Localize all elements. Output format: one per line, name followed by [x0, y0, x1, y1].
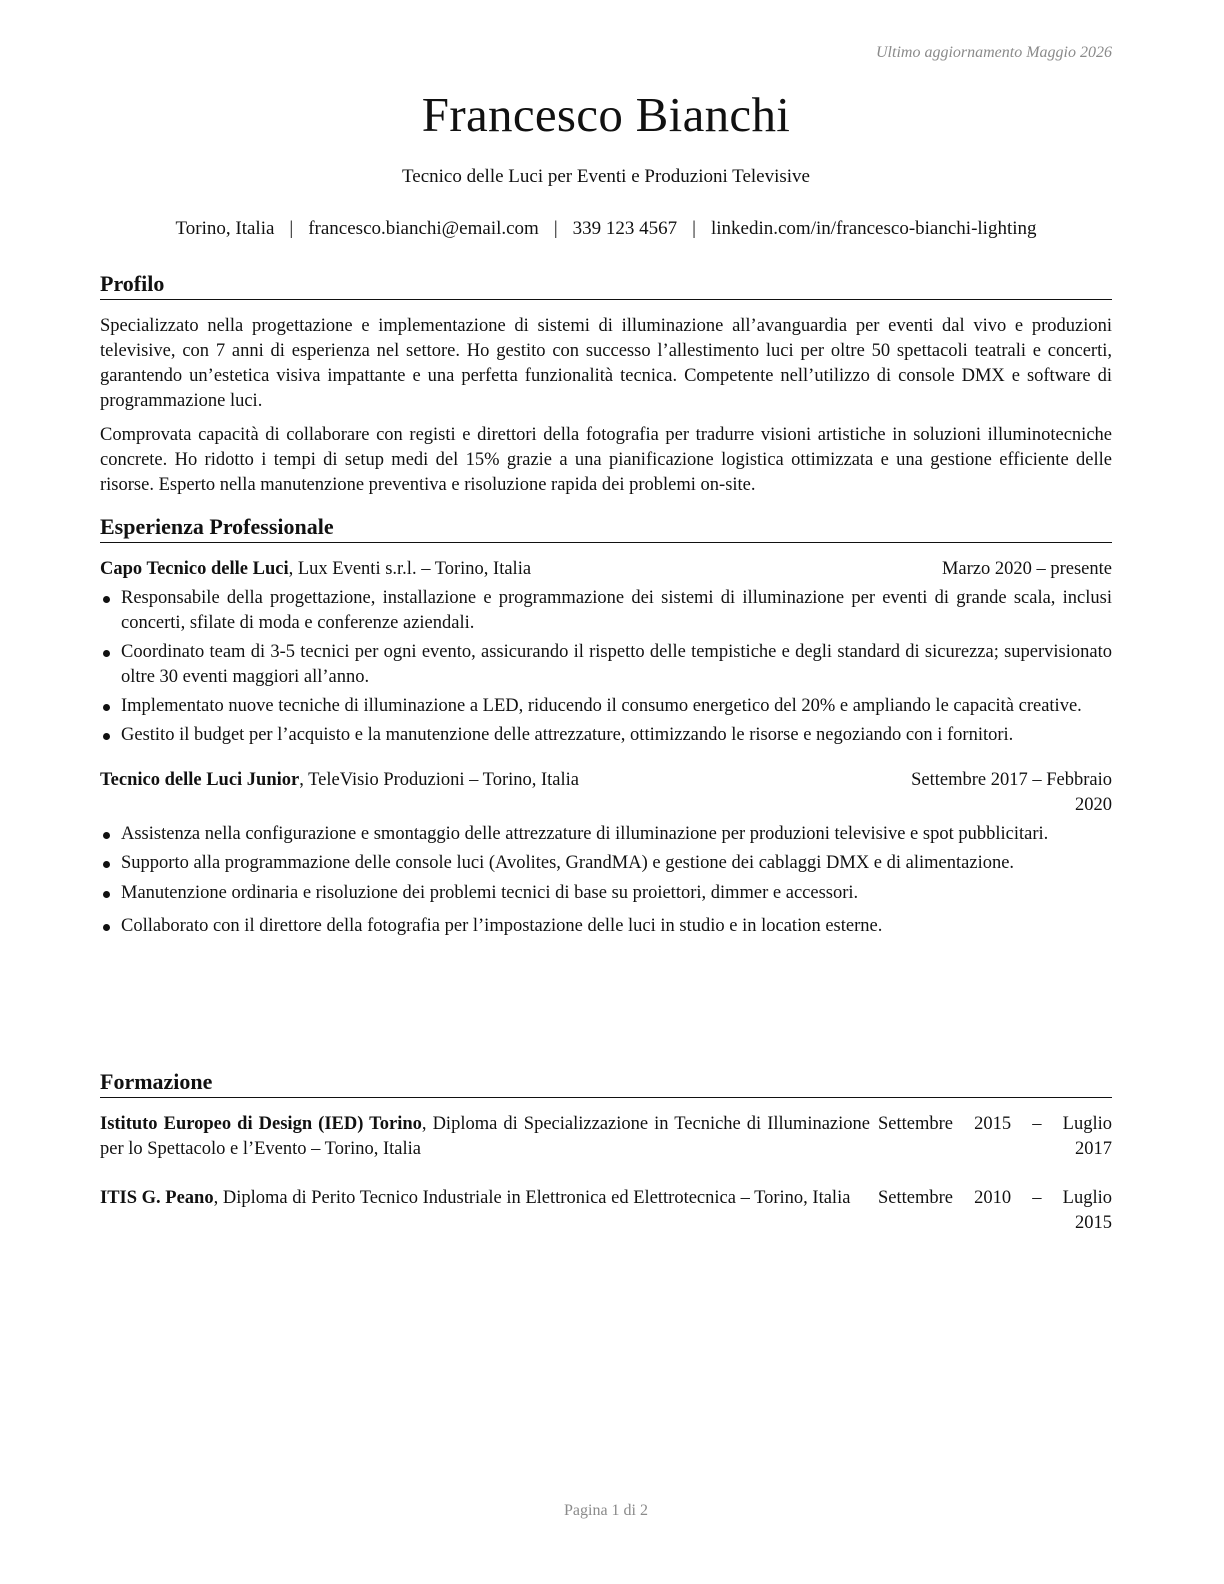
contact-phone: 339 123 4567 [572, 218, 678, 239]
list-item [100, 694, 1112, 719]
bullet-icon [103, 733, 110, 740]
candidate-name: Francesco Bianchi [421, 87, 791, 142]
bullet-icon [103, 861, 110, 868]
job-dates: Marzo 2020 – presente [941, 559, 1112, 579]
list-item [100, 914, 1112, 939]
job-dates: Settembre 2017 – Febbraio 2020 [911, 770, 1112, 815]
list-item [100, 723, 1112, 748]
education-dates-start: Settembre 2010 – Luglio [878, 1188, 1112, 1208]
bullet-text: Collaborato con il direttore della fotografia per l’impostazione delle luci in studio e in location esterne. [121, 916, 883, 936]
job-title: Tecnico delle Luci Junior [100, 770, 300, 790]
education-dates-end: 2017 [1075, 1139, 1112, 1159]
education-dates-start: Settembre 2015 – Luglio [878, 1114, 1112, 1134]
job-bullets [100, 586, 1112, 748]
contact-line [100, 218, 1112, 240]
job-header [100, 768, 1112, 818]
contact-location: Torino, Italia [175, 218, 275, 239]
job-company: , TeleVisio Produzioni – Torino, Italia [299, 770, 579, 790]
profile-section [100, 270, 1112, 498]
job-company: , Lux Eventi s.r.l. – Torino, Italia [288, 559, 532, 579]
education-dates [878, 1186, 1112, 1236]
contact-separator: | [692, 218, 696, 239]
bullet-icon [103, 650, 110, 657]
education-dates [878, 1112, 1112, 1162]
bullet-icon [103, 924, 110, 931]
education-detail: , Diploma di Specializzazione in Tecniche di Illuminazione per lo Spettacolo e l’Evento – Torino, Italia [100, 1114, 870, 1159]
bullet-text: Coordinato team di 3-5 tecnici per ogni evento, assicurando il rispetto delle tempistiche e degli standard di sicurezza; supervisionato oltre 30 eventi maggiori all’anno. [121, 642, 1112, 687]
education-entry [100, 1112, 1112, 1162]
bullet-text: Implementato nuove tecniche di illuminazione a LED, riducendo il consumo energetico del 20% e ampliando le capacità creative. [121, 696, 1082, 716]
experience-section [100, 513, 1112, 943]
last-updated: Ultimo aggiornamento Maggio 2026 [876, 44, 1112, 61]
bullet-icon [103, 832, 110, 839]
bullet-icon [103, 704, 110, 711]
job-bullets [100, 822, 1112, 939]
education-school: Istituto Europeo di Design (IED) Torino [100, 1114, 422, 1134]
education-entry [100, 1186, 1112, 1236]
education-section [100, 1068, 1112, 1236]
job-entry [100, 768, 1112, 939]
bullet-icon [103, 891, 110, 898]
bullet-text: Manutenzione ordinaria e risoluzione dei problemi tecnici di base su proiettori, dimmer e accessori. [121, 883, 859, 903]
list-item [100, 822, 1112, 847]
list-item [100, 640, 1112, 690]
bullet-text: Gestito il budget per l’acquisto e la manutenzione delle attrezzature, ottimizzando le risorse e negoziando con i fornitori. [121, 725, 1014, 745]
education-heading: Formazione [100, 1068, 1112, 1098]
bullet-text: Responsabile della progettazione, installazione e programmazione dei sistemi di illuminazione per eventi di grande scala, inclusi concerti, sfilate di moda e conferenze aziendali. [121, 588, 1112, 633]
contact-separator: | [553, 218, 558, 239]
contact-linkedin[interactable]: linkedin.com/in/francesco-bianchi-lighting [710, 218, 1037, 239]
bullet-text: Assistenza nella configurazione e smontaggio delle attrezzature di illuminazione per produzioni televisive e spot pubblicitari. [121, 824, 1049, 844]
experience-heading: Esperienza Professionale [100, 513, 1112, 543]
bullet-icon [103, 596, 110, 603]
list-item [100, 881, 1112, 906]
page-number: Pagina 1 di 2 [564, 1502, 648, 1519]
contact-separator: | [289, 218, 294, 239]
education-detail: , Diploma di Perito Tecnico Industriale in Elettronica ed Elettrotecnica – Torino, Italia [213, 1188, 851, 1208]
education-dates-end: 2015 [1075, 1213, 1112, 1233]
profile-paragraph: Comprovata capacità di collaborare con registi e direttori della fotografia per tradurre visioni artistiche in soluzioni illuminotecniche concrete. Ho ridotto i tempi di setup medi del 15% grazie a una pianificazione logistica ottimizzata e una gestione efficiente delle risorse. Esperto nella manutenzione preventiva e risoluzione rapida dei problemi on-site. [100, 425, 1112, 495]
bullet-text: Supporto alla programmazione delle console luci (Avolites, GrandMA) e gestione dei cablaggi DMX e di alimentazione. [121, 853, 1015, 873]
list-item [100, 586, 1112, 636]
job-title: Tecnico delle Luci per Eventi e Produzioni Televisive [402, 166, 810, 187]
profile-heading: Profilo [100, 270, 1112, 300]
job-title: Capo Tecnico delle Luci [100, 559, 289, 579]
list-item [100, 851, 1112, 876]
job-entry [100, 557, 1112, 748]
education-school: ITIS G. Peano [100, 1188, 214, 1208]
contact-email[interactable]: francesco.bianchi@email.com [308, 218, 539, 239]
job-header [100, 557, 1112, 582]
profile-paragraph: Specializzato nella progettazione e implementazione di sistemi di illuminazione all’avanguardia per eventi dal vivo e produzioni televisive, con 7 anni di esperienza nel settore. Ho gestito con successo l’allestimento luci per oltre 50 spettacoli teatrali e concerti, garantendo un’estetica visiva impattante e una perfetta funzionalità tecnica. Competente nell’utilizzo di console DMX e software di programmazione luci. [100, 316, 1112, 411]
